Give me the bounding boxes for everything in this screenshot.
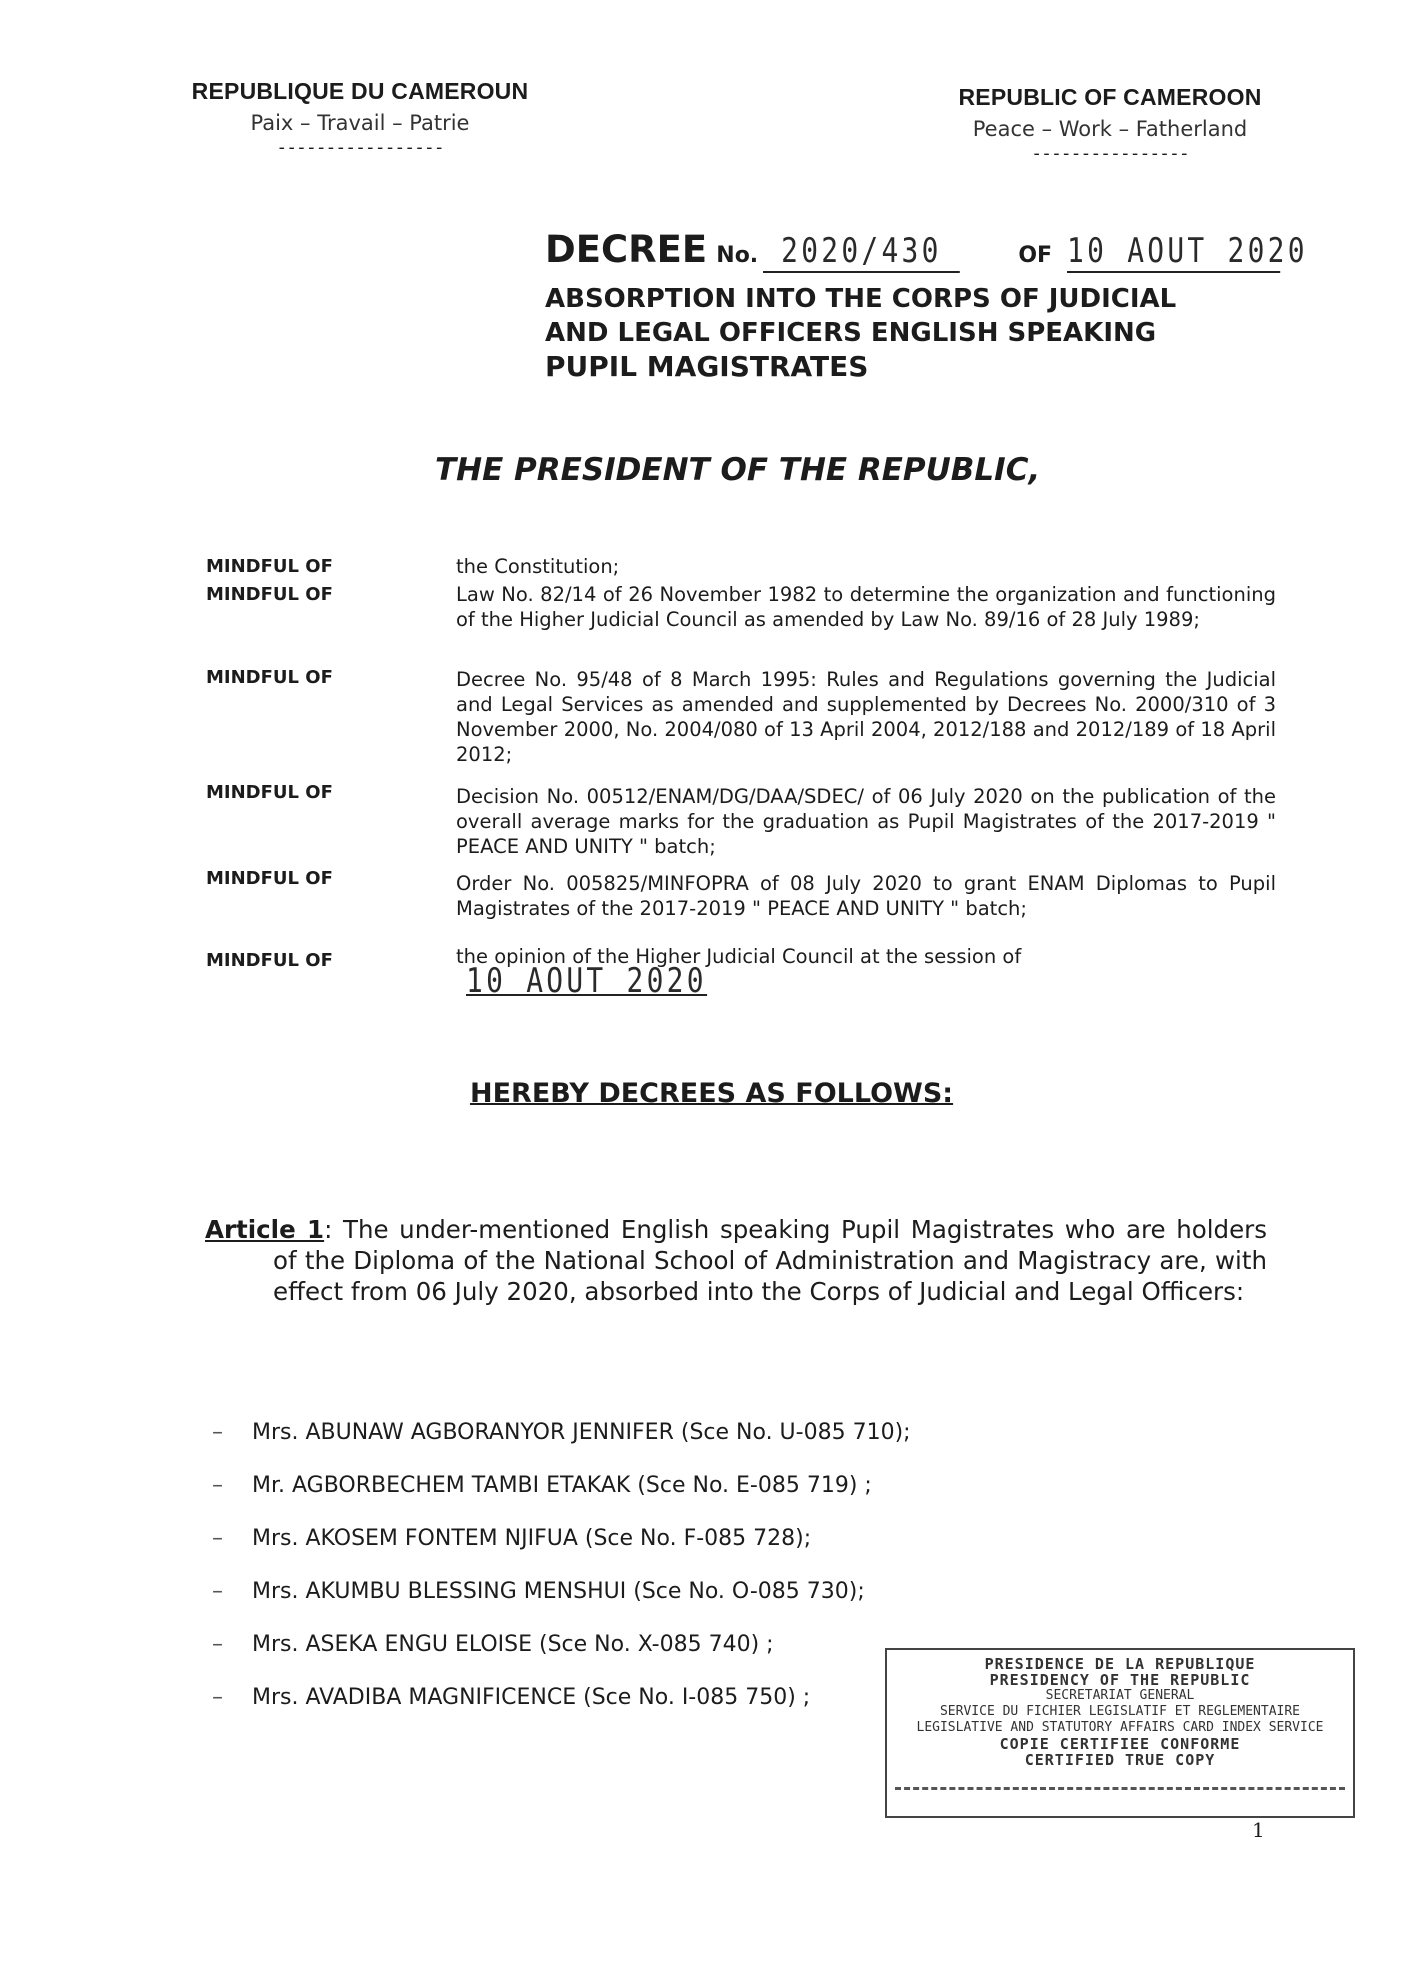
list-dash: – xyxy=(212,1526,223,1551)
stamp-line: LEGISLATIVE AND STATUTORY AFFAIRS CARD INDEX SERVICE xyxy=(916,1720,1324,1735)
mindful-session-text: the opinion of the Higher Judicial Council at the session of xyxy=(456,945,1022,968)
separator-fr: ----------------- xyxy=(276,137,444,158)
stamp-line: SERVICE DU FICHIER LEGISLATIF ET REGLEMENTAIRE xyxy=(939,1704,1301,1719)
list-item xyxy=(212,1526,811,1551)
president-heading: THE PRESIDENT OF THE REPUBLIC, xyxy=(435,452,1041,488)
list-dash: – xyxy=(212,1420,223,1445)
list-item-text: Mrs. AVADIBA MAGNIFICENCE (Sce No. I-085 750) ; xyxy=(252,1685,811,1710)
page-number: 1 xyxy=(1252,1818,1265,1842)
mindful-text: Law No. 82/14 of 26 November 1982 to determine the organization and functioning of the Higher Judicial Council as amended by Law No. 89/16 of 28 July 1989; xyxy=(456,583,1276,631)
country-name-en: REPUBLIC OF CAMEROON xyxy=(958,84,1262,110)
mindful-text: Decree No. 95/48 of 8 March 1995: Rules and Regulations governing the Judicial and Legal Services as amended and supplemented by Decrees No. 2000/310 of 3 November 2000, No. 2004/080 of 13 April 2004, 2012/188 and 2012/189 of 18 April 2012; xyxy=(456,668,1276,766)
list-dash: – xyxy=(212,1473,223,1498)
list-item xyxy=(212,1685,810,1710)
mindful-label: MINDFUL OF xyxy=(206,782,333,803)
certification-stamp xyxy=(885,1648,1355,1818)
motto-en: Peace – Work – Fatherland xyxy=(972,117,1248,141)
decree-title-line xyxy=(545,228,1327,273)
stamp-line: PRESIDENCE DE LA REPUBLIQUE xyxy=(984,1655,1256,1673)
decree-number-handwritten: 2020/430 xyxy=(763,231,960,273)
list-item xyxy=(212,1579,865,1604)
stamp-dashed-rule xyxy=(895,1787,1345,1790)
subject-line-2: AND LEGAL OFFICERS ENGLISH SPEAKING xyxy=(545,318,1157,348)
mindful-label: MINDFUL OF xyxy=(206,667,333,688)
separator-en: ---------------- xyxy=(1031,143,1189,164)
session-date-handwritten: 10 AOUT 2020 xyxy=(466,961,707,1001)
list-item-text: Mrs. ASEKA ENGU ELOISE (Sce No. X-085 740) ; xyxy=(252,1632,774,1657)
decree-label: DECREE xyxy=(545,228,708,271)
stamp-line: PRESIDENCY OF THE REPUBLIC xyxy=(989,1671,1251,1689)
stamp-line: SECRETARIAT GENERAL xyxy=(1045,1688,1195,1703)
article-1-label: Article 1 xyxy=(205,1215,325,1244)
header-english xyxy=(900,84,1320,164)
list-item-text: Mr. AGBORBECHEM TAMBI ETAKAK (Sce No. E-085 719) ; xyxy=(252,1473,872,1498)
mindful-label: MINDFUL OF xyxy=(206,584,333,605)
mindful-text: Order No. 005825/MINFOPRA of 08 July 2020 to grant ENAM Diplomas to Pupil Magistrates of the 2017-2019 " PEACE AND UNITY " batch; xyxy=(456,872,1276,920)
mindful-label: MINDFUL OF xyxy=(206,868,333,889)
stamp-line: COPIE CERTIFIEE CONFORME xyxy=(999,1735,1241,1753)
article-1-body xyxy=(205,1214,1267,1307)
list-item xyxy=(212,1632,774,1657)
mindful-text: the Constitution; xyxy=(456,555,620,578)
hereby-decrees-heading: HEREBY DECREES AS FOLLOWS: xyxy=(470,1078,954,1109)
list-dash: – xyxy=(212,1632,223,1657)
list-item-text: Mrs. AKUMBU BLESSING MENSHUI (Sce No. O-085 730); xyxy=(252,1579,865,1604)
list-dash: – xyxy=(212,1579,223,1604)
mindful-label: MINDFUL OF xyxy=(206,556,333,577)
decree-of-label: OF xyxy=(1018,243,1053,268)
motto-fr: Paix – Travail – Patrie xyxy=(250,111,470,135)
article-1 xyxy=(205,1214,1267,1307)
decree-date-handwritten: 10 AOUT 2020 xyxy=(1067,231,1308,271)
subject-line-1: ABSORPTION INTO THE CORPS OF JUDICIAL xyxy=(545,284,1177,314)
mindful-label: MINDFUL OF xyxy=(206,950,333,971)
decree-subject xyxy=(545,282,1265,384)
article-1-text: : The under-mentioned English speaking Pupil Magistrates who are holders of the Diploma of the National School of Administration and Magistracy are, with effect from 06 July 2020, absorbed into the Corps of Judicial and Legal Officers: xyxy=(273,1215,1267,1306)
list-item-text: Mrs. ABUNAW AGBORANYOR JENNIFER (Sce No. U-085 710); xyxy=(252,1420,911,1445)
mindful-text: Decision No. 00512/ENAM/DG/DAA/SDEC/ of 06 July 2020 on the publication of the overall average marks for the graduation as Pupil Magistrates of the 2017-2019 " PEACE AND UNITY " batch; xyxy=(456,785,1276,858)
mindful-text xyxy=(456,944,1276,1001)
list-item-text: Mrs. AKOSEM FONTEM NJIFUA (Sce No. F-085 728); xyxy=(252,1526,812,1551)
subject-line-3: PUPIL MAGISTRATES xyxy=(545,350,869,383)
list-dash: – xyxy=(212,1685,223,1710)
country-name-fr: REPUBLIQUE DU CAMEROUN xyxy=(191,78,529,104)
header-french xyxy=(150,78,570,158)
decree-no-label: No. xyxy=(716,243,759,268)
stamp-line: CERTIFIED TRUE COPY xyxy=(1024,1751,1216,1769)
list-item xyxy=(212,1420,911,1445)
list-item xyxy=(212,1473,872,1498)
